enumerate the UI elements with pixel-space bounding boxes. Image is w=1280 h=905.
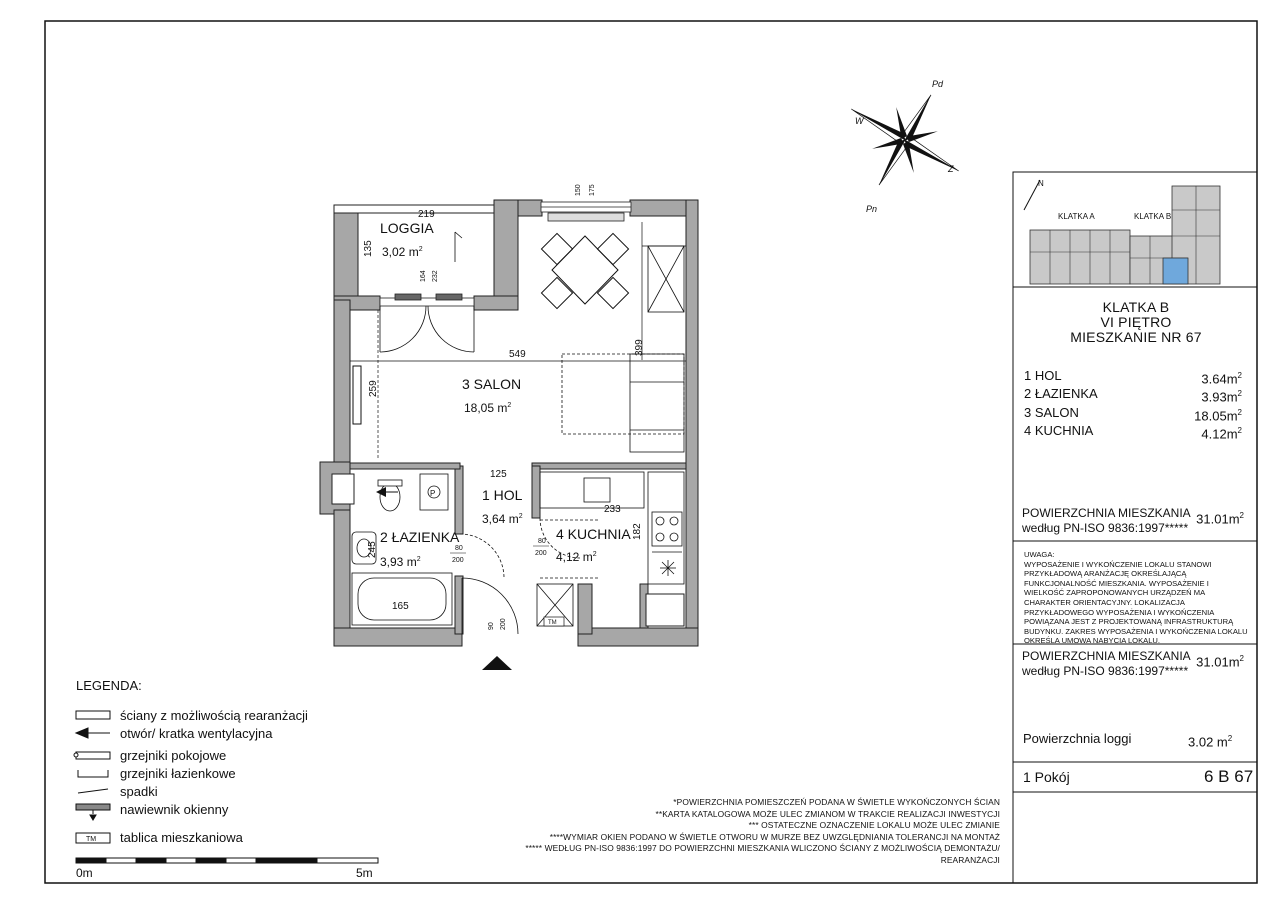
legend-symbols <box>74 711 110 843</box>
compass-rose <box>825 64 984 216</box>
loggia-slope-marker <box>455 232 462 262</box>
compass-label-w: W <box>855 116 864 126</box>
loggia-window <box>380 294 474 306</box>
dim-bath-height: 245 <box>367 541 378 558</box>
room-area-hol: 3,64 $m^2$ <box>482 512 523 526</box>
salon-radiator <box>353 366 361 424</box>
title-line-1: KLATKA B <box>1102 299 1170 315</box>
list-item: 3 SALON $18.05m^2$ <box>1024 404 1242 423</box>
legend-item: grzejniki łazienkowe <box>120 766 236 781</box>
keyplan-north-label: N <box>1038 179 1044 188</box>
apartment-area-2: POWIERZCHNIA MIESZKANIA według PN-ISO 9836:1997***** $31.01m^2$ <box>1022 649 1244 678</box>
legend-item: tablica mieszkaniowa <box>120 830 243 845</box>
dim-window-loggia-a: 164 <box>420 270 427 282</box>
window-top <box>541 202 631 221</box>
key-plan <box>1024 179 1220 284</box>
legend-item: nawiewnik okienny <box>120 802 229 817</box>
room-area-lazienka: 3,93 $m^2$ <box>380 555 421 569</box>
keyplan-highlight-unit <box>1163 258 1188 284</box>
dim-loggia-width: 219 <box>418 209 435 220</box>
dim-door-entry-a: 90 <box>488 622 495 630</box>
room-area-salon: 18,05 $m^2$ <box>464 401 512 415</box>
legend-item: ściany z możliwością rearanżacji <box>120 708 308 723</box>
fridge-symbol <box>660 560 676 576</box>
scale-end: 5m <box>356 866 373 880</box>
apartment-code: 6 B 67 <box>1204 767 1254 786</box>
dim-door-kitchen-b: 200 <box>535 550 547 557</box>
dim-bathtub: 165 <box>392 601 409 612</box>
room-area-loggia: 3,02 $m^2$ <box>382 245 423 259</box>
compass-label-s: Pn <box>866 204 878 214</box>
washer-symbol: P <box>430 489 436 498</box>
loggia-area-value: 3.02 $m^2$ <box>1188 734 1233 750</box>
title-line-2: VI PIĘTRO <box>1100 314 1172 330</box>
legend-item: spadki <box>120 784 158 799</box>
dim-door-entry-b: 200 <box>500 618 507 630</box>
dim-window-top-b: 175 <box>589 184 596 196</box>
apartment-area-1: POWIERZCHNIA MIESZKANIA według PN-ISO 9836:1997***** $31.01m^2$ <box>1022 506 1244 535</box>
room-count: 1 Pokój <box>1023 769 1070 785</box>
legend-tm-label: TM <box>86 836 97 843</box>
sofa-bed <box>562 354 684 452</box>
legend-item: grzejniki pokojowe <box>120 748 227 763</box>
dim-hol: 125 <box>490 469 507 480</box>
room-area-kuchnia: 4,12 $m^2$ <box>556 550 597 564</box>
legend-title: LEGENDA: <box>76 678 142 693</box>
dim-door-bath-b: 200 <box>452 557 464 564</box>
list-item: 2 ŁAZIENKA $3.93m^2$ <box>1024 386 1242 405</box>
room-label-hol: 1 HOL <box>482 487 523 503</box>
bump-core <box>332 474 354 504</box>
room-label-loggia: LOGGIA <box>380 220 434 236</box>
legend-item: otwór/ kratka wentylacyjna <box>120 726 273 741</box>
loggia-area-label: Powierzchnia loggi <box>1023 731 1132 746</box>
loggia-doors <box>380 306 474 352</box>
entrance-arrow <box>482 656 512 670</box>
dim-kitchen-height: 182 <box>632 523 643 540</box>
dim-kitchen-width: 233 <box>604 504 621 515</box>
room-label-salon: 3 SALON <box>462 376 522 392</box>
dim-loggia-depth: 135 <box>363 240 374 257</box>
note-block: UWAGA: WYPOSAŻENIE I WYKOŃCZENIE LOKALU STANOWI PRZYKŁADOWĄ ARANŻACJĘ OKREŚLAJĄCĄ FUNKCJONALNOŚĆ MIESZKANIA. WYPOSAŻENIE I WIELKOŚĆ ZAPROPONOWANYCH URZĄDZEŃ MA CHARAKTER ORIENTACYJNY. LOKALIZACJA PRZYKŁADOWEGO WYPOSAŻENIA I WYKOŃCZENIA POWIĄZANA JEST Z PROJEKTOWANĄ INFRASTRUKTURĄ BUDYNKU. ZAKRES WYPOSAŻENIA I WYKOŃCZENIA LOKALU OKREŚLA UMOWA NABYCIA LOKALU. <box>1024 550 1248 646</box>
room-label-kuchnia: 4 KUCHNIA <box>556 526 631 542</box>
scale-bar <box>76 858 378 863</box>
rooms-list <box>1024 368 1242 441</box>
dim-window-top-a: 150 <box>575 184 582 196</box>
footnotes: *POWIERZCHNIA POMIESZCZEŃ PODANA W ŚWIETLE WYKOŃCZONYCH ŚCIAN **KARTA KATALOGOWA MOŻE ULEC ZMIANOM W TRAKCIE REALIZACJI INWESTYCJI *** OSTATECZNE OZNACZENIE LOKALU MOŻE ULEC ZMIANIE ****WYMIAR OKIEN PODANO W ŚWIETLE OTWORU W MURZE BEZ UWZGLĘDNIANIA TOLERANCJI NA MONTAŻ ***** WEDŁUG PN-ISO 9836:1997 DO POWIERZCHNI MIESZKANIA WLICZONO ŚCIANY Z MOŻLIWOŚCIĄ DEMONTAŻU/ REARANŻACJI <box>525 797 1000 865</box>
list-item: 1 HOL $3.64m^2$ <box>1024 368 1242 387</box>
wardrobe <box>648 246 684 312</box>
dining-table <box>541 233 628 308</box>
window-recess-right <box>646 594 684 626</box>
scale-start: 0m <box>76 866 93 880</box>
dim-salon-left: 259 <box>368 380 379 397</box>
room-label-lazienka: 2 ŁAZIENKA <box>380 529 460 545</box>
dim-door-bath-a: 80 <box>455 545 463 552</box>
title-line-3: MIESZKANIE NR 67 <box>1070 329 1202 345</box>
compass-label-n: Pd <box>932 79 944 89</box>
list-item: 4 KUCHNIA $4.12m^2$ <box>1024 422 1242 442</box>
keyplan-label-a: KLATKA A <box>1058 212 1095 221</box>
compass-label-e: Z <box>948 164 954 174</box>
dim-door-kitchen-a: 80 <box>538 538 546 545</box>
dim-window-loggia-b: 232 <box>432 270 439 282</box>
apartment-plate-label: TM <box>548 620 557 626</box>
keyplan-label-b: KLATKA B <box>1134 212 1172 221</box>
dim-salon-width: 549 <box>509 349 526 360</box>
apartment-title <box>1016 300 1256 345</box>
dim-salon-right: 399 <box>634 339 645 356</box>
